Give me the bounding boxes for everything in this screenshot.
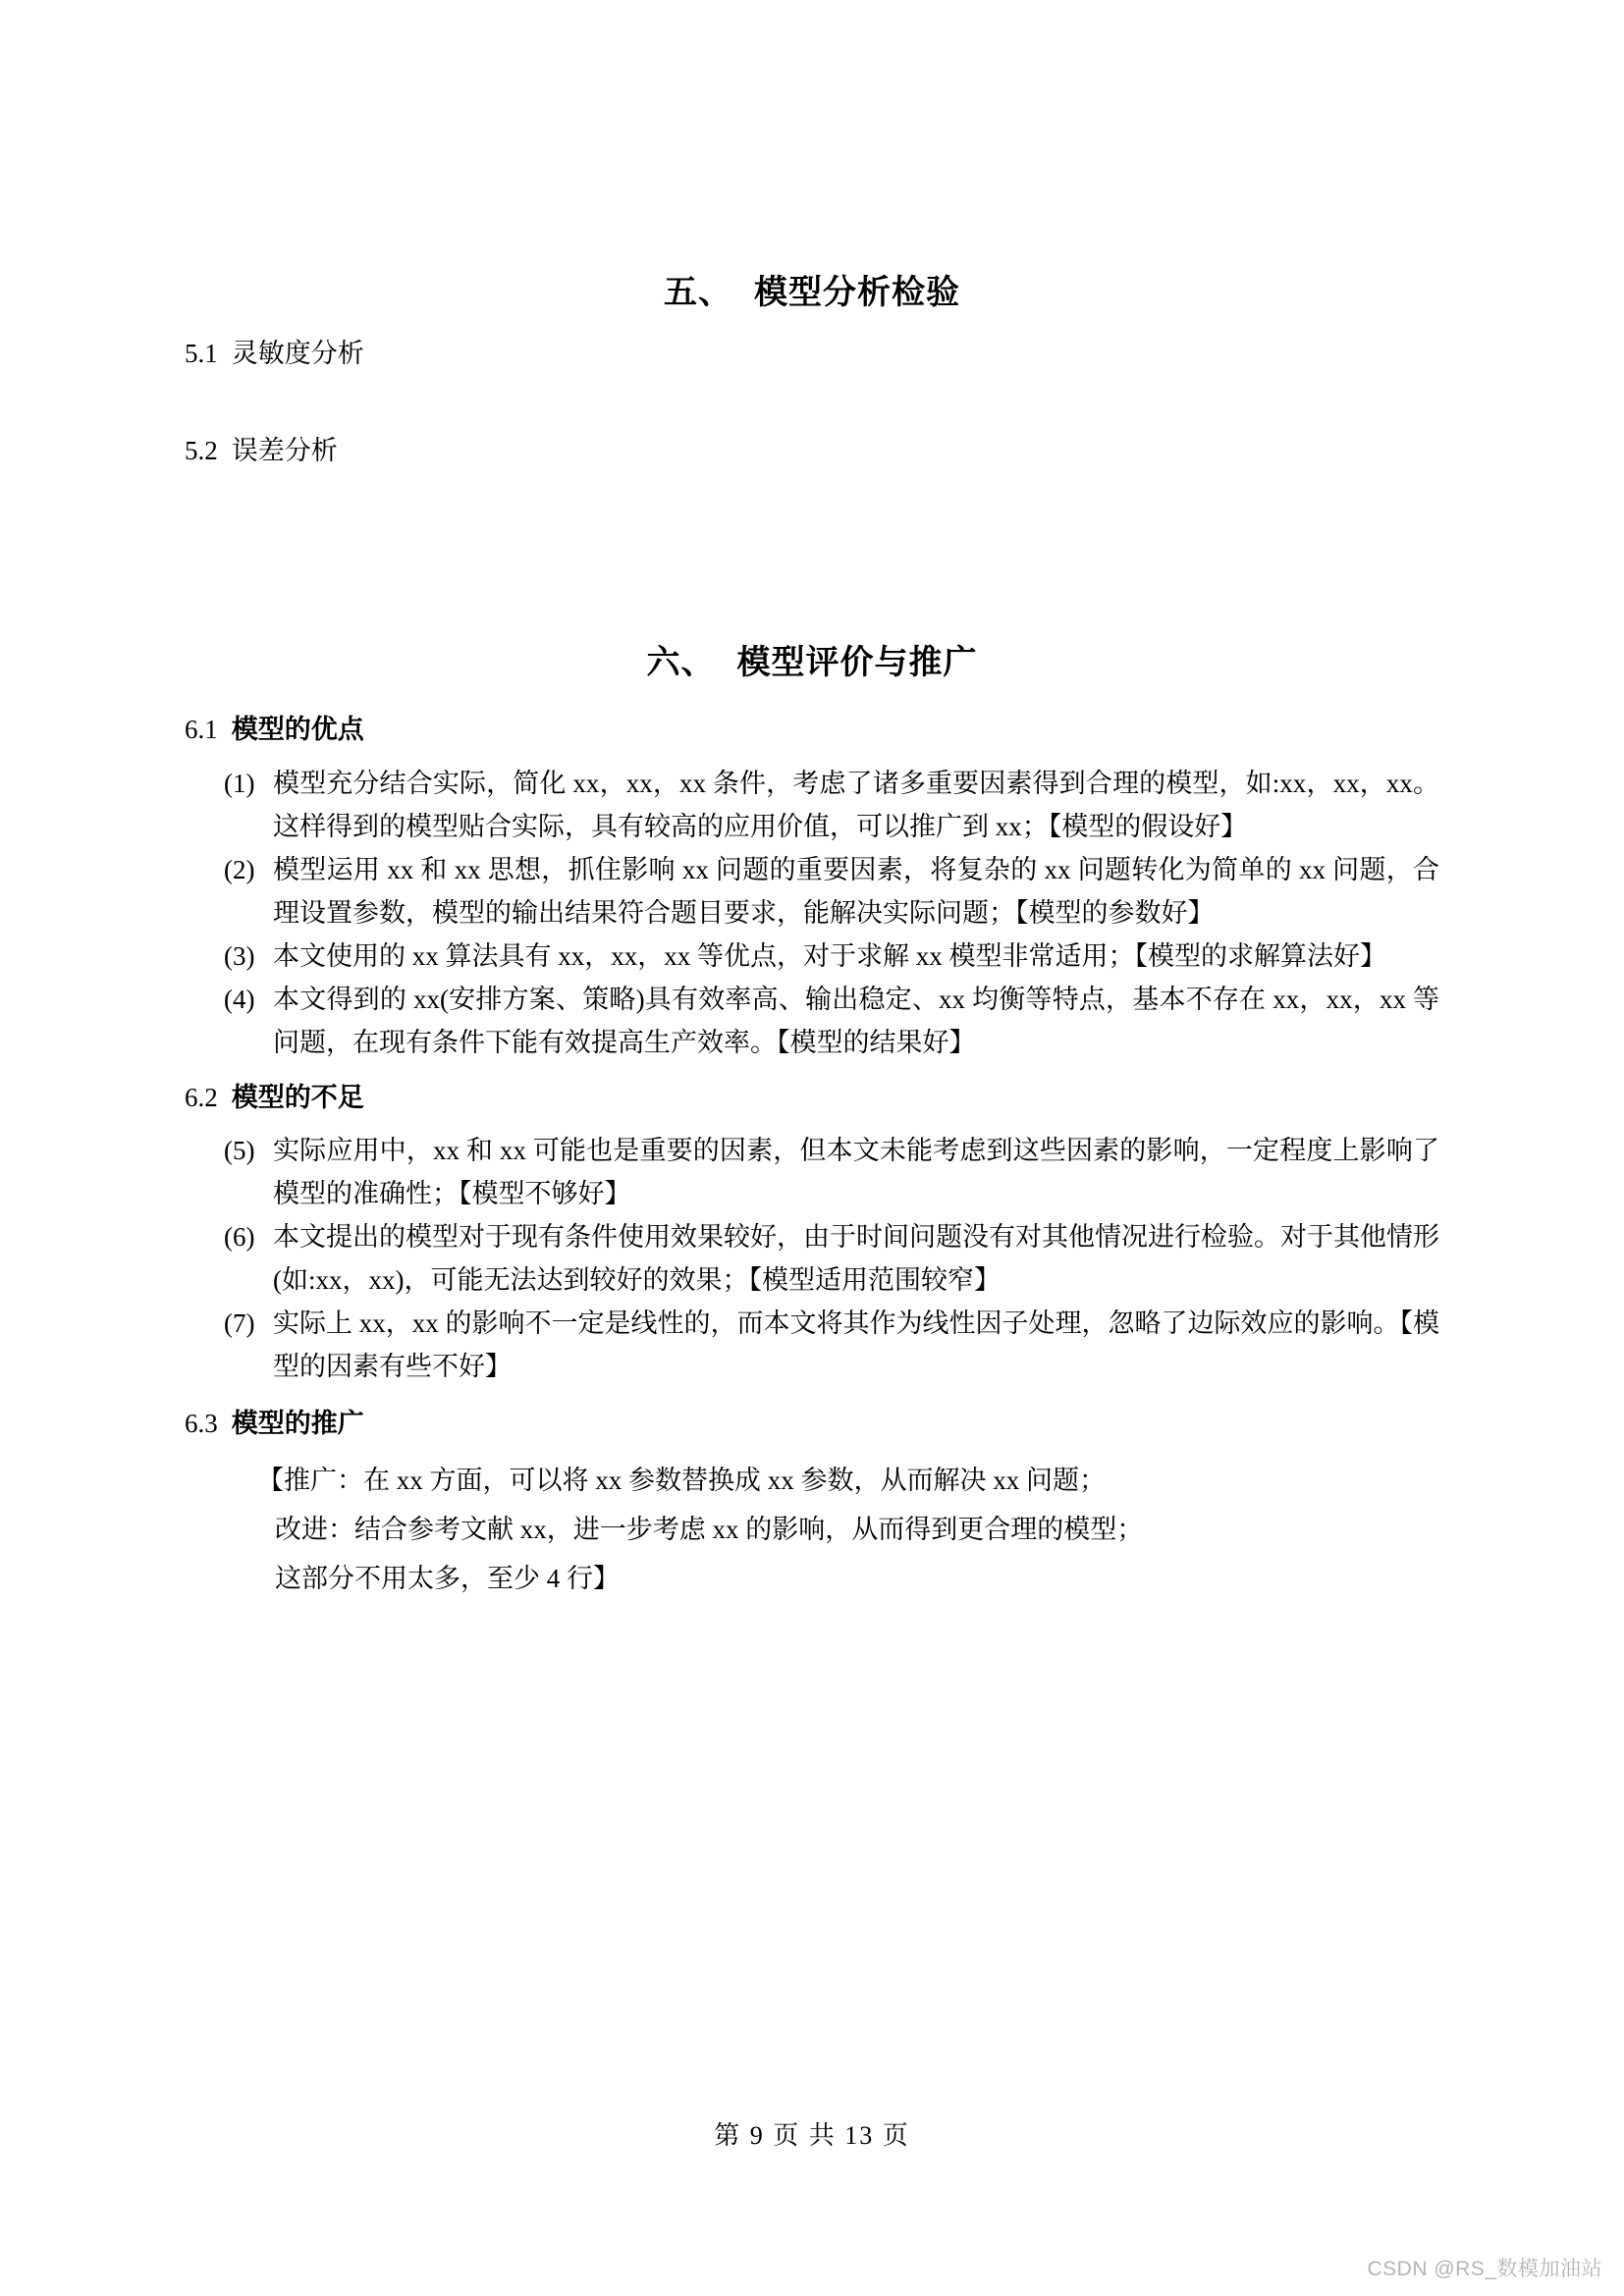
chapter-number-6: 六、 bbox=[646, 644, 716, 682]
list-marker: (3) bbox=[224, 940, 255, 971]
list-item bbox=[224, 978, 1439, 1064]
section-title-5-1: 灵敏度分析 bbox=[231, 339, 364, 369]
list-marker: (4) bbox=[224, 984, 255, 1014]
page-content bbox=[185, 0, 1439, 1603]
list-item-text: 模型运用 xx 和 xx 思想，抓住影响 xx 问题的重要因素，将复杂的 xx 问题转化为简单的 xx 问题，合理设置参数，模型的输出结果符合题目要求，能解决实际问题；【模型的参数好】 bbox=[273, 854, 1439, 928]
list-item bbox=[224, 848, 1439, 934]
spacer-before-promotion bbox=[185, 1442, 1439, 1456]
chapter-number-5: 五、 bbox=[664, 274, 732, 311]
chapter-title-5: 模型分析检验 bbox=[754, 274, 960, 311]
chapter-heading-5 bbox=[185, 271, 1439, 314]
chapter-title-6: 模型评价与推广 bbox=[736, 644, 978, 682]
spacer-before-chapter6-extra bbox=[185, 576, 1439, 641]
section-title-6-1: 模型的优点 bbox=[231, 715, 364, 745]
section-heading-6-1 bbox=[185, 712, 1439, 747]
section-number-6-2: 6.2 bbox=[185, 1082, 218, 1112]
section-heading-6-2 bbox=[185, 1080, 1439, 1115]
spacer-before-6-2 bbox=[185, 1064, 1439, 1080]
spacer-after-chapter5 bbox=[185, 314, 1439, 336]
list-item-text: 本文得到的 xx(安排方案、策略)具有效率高、输出稳定、xx 均衡等特点，基本不存在 xx，xx，xx 等问题，在现有条件下能有效提高生产效率。【模型的结果好】 bbox=[273, 984, 1439, 1057]
csdn-watermark: CSDN @RS_数模加油站 bbox=[1367, 2258, 1602, 2280]
section-title-6-2: 模型的不足 bbox=[231, 1082, 364, 1112]
list-item-text: 本文提出的模型对于现有条件使用效果较好，由于时间问题没有对其他情况进行检验。对于其他情形(如:xx，xx)，可能无法达到较好的效果；【模型适用范围较窄】 bbox=[273, 1222, 1439, 1296]
list-item bbox=[224, 1302, 1439, 1388]
list-item-text: 本文使用的 xx 算法具有 xx，xx，xx 等优点，对于求解 xx 模型非常适用；【模型的求解算法好】 bbox=[273, 940, 1386, 971]
promotion-line-1: 【推广：在 xx 方面，可以将 xx 参数替换成 xx 参数，从而解决 xx 问题； bbox=[257, 1465, 1106, 1495]
promotion-block bbox=[257, 1456, 1439, 1603]
list-marker: (7) bbox=[224, 1308, 255, 1339]
spacer-5-1-5-2 bbox=[185, 372, 1439, 433]
section-number-6-1: 6.1 bbox=[185, 715, 218, 745]
list-marker: (6) bbox=[224, 1222, 255, 1253]
spacer-before-advantages bbox=[185, 748, 1439, 762]
list-item bbox=[224, 762, 1439, 848]
list-item bbox=[224, 934, 1439, 978]
spacer-after-chapter6 bbox=[185, 684, 1439, 712]
list-item bbox=[224, 1129, 1439, 1215]
list-item-text: 实际应用中，xx 和 xx 可能也是重要的因素，但本文未能考虑到这些因素的影响，一定程度上影响了模型的准确性；【模型不够好】 bbox=[273, 1136, 1439, 1209]
section-number-6-3: 6.3 bbox=[185, 1409, 218, 1439]
page-number-label: 第 9 页 共 13 页 bbox=[714, 2121, 910, 2150]
top-spacer bbox=[185, 0, 1439, 271]
promotion-line-2: 改进：结合参考文献 xx，进一步考虑 xx 的影响，从而得到更合理的模型； bbox=[275, 1514, 1144, 1544]
list-item-text: 实际上 xx，xx 的影响不一定是线性的，而本文将其作为线性因子处理，忽略了边际效应的影响。【模型的因素有些不好】 bbox=[273, 1308, 1439, 1382]
section-title-6-3: 模型的推广 bbox=[231, 1409, 364, 1439]
list-marker: (2) bbox=[224, 854, 255, 884]
section-heading-5-2 bbox=[185, 433, 1439, 468]
section-heading-5-1 bbox=[185, 336, 1439, 371]
spacer-before-shortcomings bbox=[185, 1115, 1439, 1129]
promotion-line-3: 这部分不用太多，至少 4 行】 bbox=[275, 1563, 620, 1593]
page-footer bbox=[0, 2115, 1624, 2152]
list-item-text: 模型充分结合实际，简化 xx，xx，xx 条件，考虑了诸多重要因素得到合理的模型，如:xx，xx，xx。这样得到的模型贴合实际，具有较高的应用价值，可以推广到 xx；【模型的假设好】 bbox=[273, 768, 1439, 841]
list-marker: (5) bbox=[224, 1136, 255, 1166]
section-title-5-2: 误差分析 bbox=[231, 435, 338, 465]
spacer-before-chapter6 bbox=[185, 468, 1439, 576]
section-heading-6-3 bbox=[185, 1406, 1439, 1441]
list-marker: (1) bbox=[224, 768, 255, 798]
spacer-before-6-3 bbox=[185, 1388, 1439, 1406]
chapter-heading-6 bbox=[185, 641, 1439, 684]
section-number-5-2: 5.2 bbox=[185, 435, 218, 465]
section-number-5-1: 5.1 bbox=[185, 339, 218, 369]
list-item bbox=[224, 1215, 1439, 1302]
